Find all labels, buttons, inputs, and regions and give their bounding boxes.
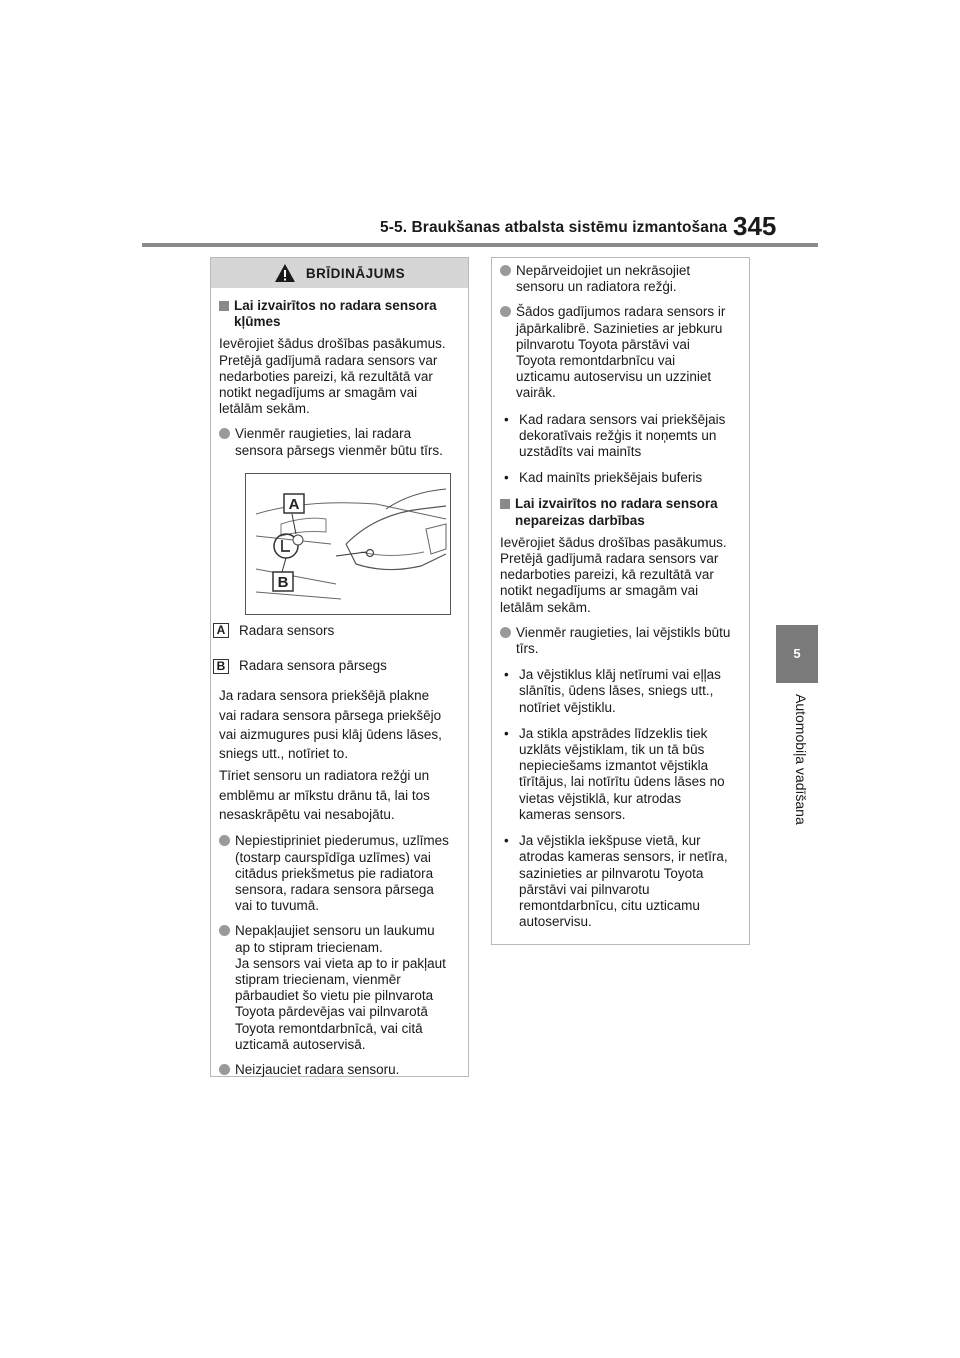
heading-radar-misoperation: Lai izvairītos no radara sensora nepareizas darbības: [500, 496, 741, 528]
chapter-tab: 5: [776, 625, 818, 683]
radar-sensor-illustration: [245, 473, 451, 615]
legend-label-b: Radara sensora pārsegs: [239, 658, 387, 674]
callout-a-label: A: [288, 495, 300, 513]
legend-label-a: Radara sensors: [239, 622, 335, 638]
legend-key-a: A: [213, 623, 229, 638]
bullet-dot-icon: [219, 835, 230, 846]
header-rule: [142, 243, 818, 247]
list-item: Vienmēr raugieties, lai radara sensora pārsegs vienmēr būtu tīrs.: [219, 426, 460, 458]
list-item: Nepārveidojiet un nekrāsojiet sensoru un radiatora režģi.: [500, 263, 741, 295]
warning-header: [211, 258, 468, 288]
car-front-drawing: [246, 474, 450, 614]
warning-title: BRĪDINĀJUMS: [305, 265, 406, 281]
sub-list-item: • Kad radara sensors vai priekšējais dekoratīvais režģis it noņemts un uzstādīts vai mainīts: [504, 411, 726, 460]
sub-list-item: • Ja vējstiklus klāj netīrumi vai eļļas slānītis, ūdens lāses, sniegs utt., notīriet vējstiklu.: [504, 667, 721, 715]
legend-item-b: [216, 658, 460, 674]
list-item: Šādos gadījumos radara sensors ir jāpārkalibrē. Sazinieties ar jebkuru pilnvarotu Toyota pārstāvi vai Toyota remontdarbnīcu vai uzticamu autoservisu un uzziniet vairāk.: [500, 304, 741, 401]
page-number: 345: [733, 211, 777, 241]
heading-radar-malfunction: Lai izvairītos no radara sensora kļūmes: [219, 298, 460, 330]
warning-triangle-icon: [274, 263, 296, 283]
paragraph: Ievērojiet šādus drošības pasākumus. Pretējā gadījumā radara sensors var nedarboties pareizi, kā rezultātā var notikt negadījums ar smagām vai letālām sekām.: [219, 336, 446, 417]
warning-box-right: [491, 257, 750, 945]
bullet-dot-icon: [219, 428, 230, 439]
chapter-label: Automobiļa vadīšana: [793, 694, 809, 825]
bullet-dot-icon: [500, 306, 511, 317]
sub-list-item: • Kad mainīts priekšējais buferis: [504, 470, 703, 486]
bullet-dot-icon: [500, 265, 511, 276]
section-title: 5-5. Braukšanas atbalsta sistēmu izmantošana: [380, 219, 728, 236]
list-item: Nepakļaujiet sensoru un laukumu ap to stipram triecienam. Ja sensors vai vieta ap to ir pakļaut stipram triecienam, vienmēr pārbaudiet šo vietu pie pilnvarota Toyota pārdevējas vai pilnvarotā Toyota remontdarbnīcā, vai citā uzticamā autoservisā.: [219, 923, 460, 1053]
paragraph: Ja radara sensora priekšējā plakne vai radara sensora pārsega priekšējo vai aizmugures pusi klāj ūdens lāses, sniegs utt., notīriet to.: [219, 688, 442, 762]
paragraph: Ievērojiet šādus drošības pasākumus. Pretējā gadījumā radara sensors var nedarboties pareizi, kā rezultātā var notikt negadījums ar smagām vai letālām sekām.: [500, 534, 727, 615]
warning-box-left: [210, 257, 469, 1077]
legend-key-b: B: [213, 659, 229, 674]
bullet-dot-icon: [500, 627, 511, 638]
sub-list-item: • Ja stikla apstrādes līdzeklis tiek uzklāts vējstiklam, tik un tā būs nepieciešams izmantot vējstikla tīrītājus, lai notīrītu ūdens lāses no vietas vējstiklā, kur atrodas kameras sensors.: [504, 725, 725, 822]
paragraph: Tīriet sensoru un radiatora režģi un emblēmu ar mīkstu drānu tā, lai tos nesaskrāpētu vai nesabojātu.: [219, 768, 430, 823]
sub-list-item: • Ja vējstikla iekšpuse vietā, kur atrodas kameras sensors, ir netīra, sazinieties ar pilnvarotu Toyota pārstāvi vai pilnvarotu remontdarbnīcu, citu uzticamu autoservisu.: [504, 833, 728, 930]
bullet-dot-icon: [219, 1064, 230, 1075]
bullet-dot-icon: [219, 925, 230, 936]
list-item: Neizjauciet radara sensoru.: [219, 1062, 460, 1078]
callout-b-label: B: [277, 573, 289, 591]
list-item: Nepiestipriniet piederumus, uzlīmes (tostarp caurspīdīga uzlīmes) vai citādus priekšmetus pie radiatora sensora, radara sensora pārsega vai to tuvumā.: [219, 833, 460, 914]
list-item: Vienmēr raugieties, lai vējstikls būtu tīrs.: [500, 625, 741, 657]
square-bullet-icon: [219, 301, 229, 311]
square-bullet-icon: [500, 499, 510, 509]
legend-item-a: [216, 622, 460, 639]
